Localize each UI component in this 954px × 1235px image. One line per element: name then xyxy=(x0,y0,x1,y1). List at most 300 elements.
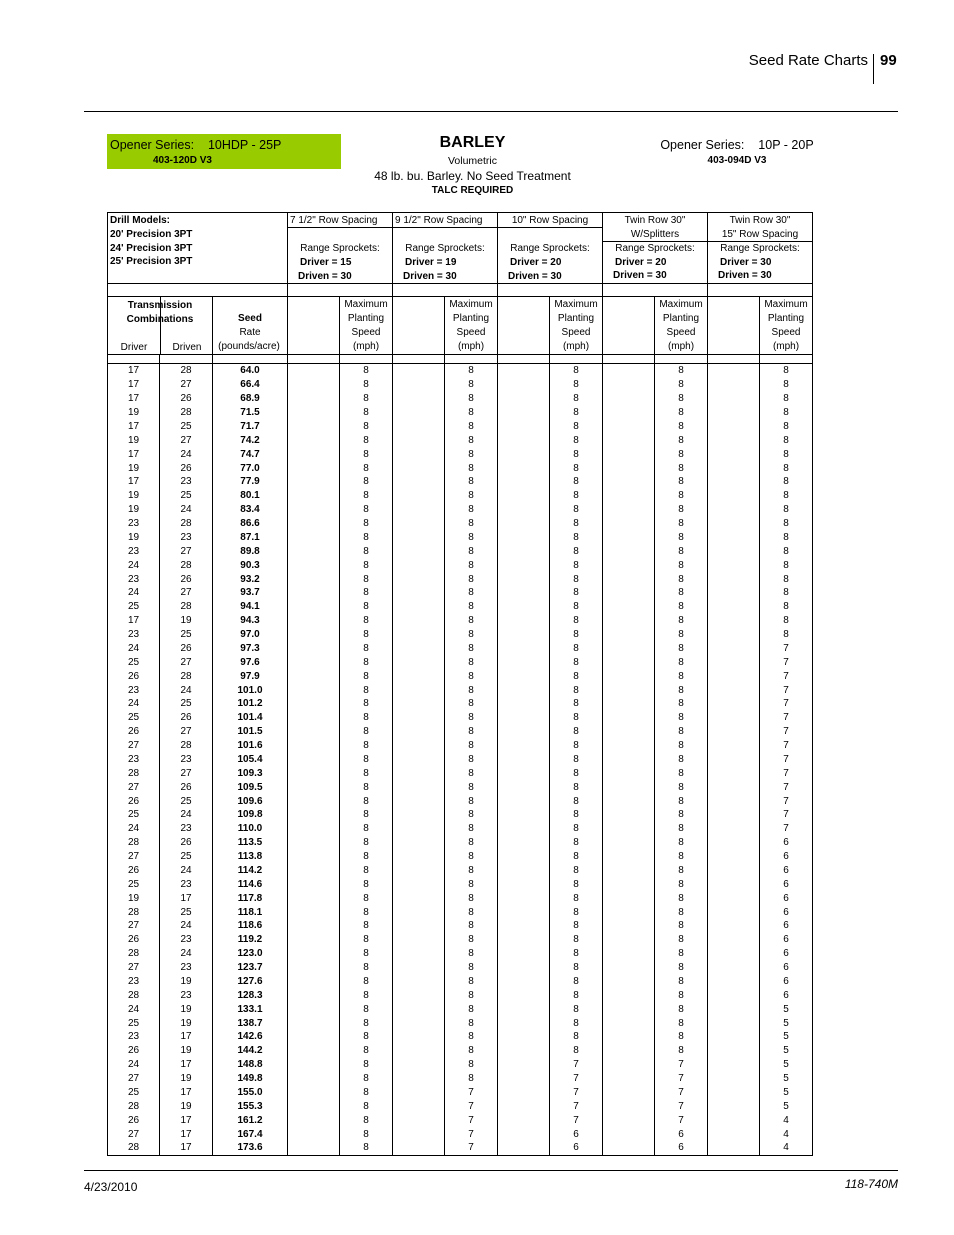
driver-cell: 27 xyxy=(108,850,160,864)
blank-cell xyxy=(288,628,340,642)
max-speed-cell: 8 xyxy=(655,739,708,753)
table-row xyxy=(108,961,813,975)
table-row xyxy=(108,781,813,795)
table-row xyxy=(108,767,813,781)
max-speed-cell: 8 xyxy=(550,1044,603,1058)
max-speed-cell: 8 xyxy=(445,531,498,545)
max-speed-cell: 8 xyxy=(340,378,393,392)
driver-cell: 23 xyxy=(108,628,160,642)
driven-cell: 24 xyxy=(160,503,213,517)
max-speed-cell: 8 xyxy=(340,767,393,781)
blank-cell xyxy=(288,947,340,961)
driven-cell: 23 xyxy=(160,822,213,836)
driver-cell: 19 xyxy=(108,503,160,517)
blank-cell xyxy=(603,628,655,642)
max-speed-cell: 8 xyxy=(655,961,708,975)
seed-rate-cell: 93.7 xyxy=(213,586,288,600)
max-speed-cell: 7 xyxy=(760,697,813,711)
driver-cell: 28 xyxy=(108,906,160,920)
driven-cell: 25 xyxy=(160,906,213,920)
max-speed-cell: 8 xyxy=(760,614,813,628)
max-speed-cell: 8 xyxy=(655,434,708,448)
max-speed-cell: 8 xyxy=(550,697,603,711)
range-sprockets-label: Range Sprockets: xyxy=(720,242,800,254)
max-speed-cell: 8 xyxy=(340,600,393,614)
driver-cell: 19 xyxy=(108,489,160,503)
table-row xyxy=(108,906,813,920)
blank-cell xyxy=(708,531,760,545)
blank-cell xyxy=(603,808,655,822)
max-speed-cell: 8 xyxy=(340,406,393,420)
driven-cell: 27 xyxy=(160,378,213,392)
blank-cell xyxy=(288,808,340,822)
max-speed-cell: 8 xyxy=(655,822,708,836)
blank-cell xyxy=(393,975,445,989)
driver-cell: 17 xyxy=(108,420,160,434)
spacing-label: 9 1/2" Row Spacing xyxy=(393,214,497,228)
blank-cell xyxy=(603,836,655,850)
max-speed-cell: 8 xyxy=(445,892,498,906)
driven-sprocket: Driven = 30 xyxy=(403,270,457,282)
max-speed-cell: 8 xyxy=(760,364,813,378)
blank-cell xyxy=(393,448,445,462)
blank-cell xyxy=(603,739,655,753)
max-speed-cell: 8 xyxy=(445,462,498,476)
max-speed-cell: 8 xyxy=(655,1030,708,1044)
driver-cell: 25 xyxy=(108,878,160,892)
blank-cell xyxy=(708,878,760,892)
blank-cell xyxy=(498,642,550,656)
blank-cell xyxy=(498,1114,550,1128)
blank-cell xyxy=(603,892,655,906)
max-speed-cell: 8 xyxy=(550,364,603,378)
seed-rate-cell: 149.8 xyxy=(213,1072,288,1086)
max-speed-cell: 8 xyxy=(655,767,708,781)
blank-cell xyxy=(708,961,760,975)
driver-cell: 17 xyxy=(108,614,160,628)
table-row xyxy=(108,933,813,947)
max-speed-cell: 8 xyxy=(445,656,498,670)
seed-rate-cell: 119.2 xyxy=(213,933,288,947)
blank-cell xyxy=(393,1017,445,1031)
table-row xyxy=(108,364,813,378)
max-speed-cell: 8 xyxy=(445,795,498,809)
max-speed-cell: 6 xyxy=(760,947,813,961)
driver-cell: 27 xyxy=(108,781,160,795)
max-speed-cell: 8 xyxy=(445,850,498,864)
max-speed-cell: 8 xyxy=(340,1058,393,1072)
right-opener-part: 403-094D V3 xyxy=(707,155,767,166)
blank-cell xyxy=(603,781,655,795)
blank-cell xyxy=(393,475,445,489)
table-row xyxy=(108,434,813,448)
max-speed-cell: 7 xyxy=(550,1114,603,1128)
spacing-header-9-5 xyxy=(393,213,498,284)
blank-cell xyxy=(288,489,340,503)
max-speed-cell: 8 xyxy=(445,503,498,517)
blank-cell xyxy=(708,822,760,836)
max-speed-cell: 8 xyxy=(445,684,498,698)
transmission-combinations-header xyxy=(108,297,213,355)
max-speed-cell: 8 xyxy=(550,725,603,739)
blank-cell xyxy=(393,1003,445,1017)
max-speed-cell: 8 xyxy=(655,906,708,920)
header-block-2 xyxy=(108,297,813,355)
table-row xyxy=(108,739,813,753)
blank-cell xyxy=(288,642,340,656)
blank-cell xyxy=(708,975,760,989)
max-speed-cell: 8 xyxy=(655,600,708,614)
blank-cell xyxy=(498,767,550,781)
driver-cell: 24 xyxy=(108,1003,160,1017)
blank-cell xyxy=(288,739,340,753)
max-speed-cell: 5 xyxy=(760,1044,813,1058)
blank-cell xyxy=(288,767,340,781)
spacing-sub-label: W/Splitters xyxy=(603,228,707,242)
blank-cell xyxy=(393,739,445,753)
max-speed-cell: 8 xyxy=(445,420,498,434)
blank-cell xyxy=(603,420,655,434)
max-speed-cell: 8 xyxy=(550,1030,603,1044)
blank-cell xyxy=(393,947,445,961)
max-speed-cell: 8 xyxy=(760,406,813,420)
max-speed-cell: 8 xyxy=(340,711,393,725)
max-speed-cell: 5 xyxy=(760,1017,813,1031)
blank-cell xyxy=(498,586,550,600)
table-row xyxy=(108,642,813,656)
max-speed-cell: 8 xyxy=(550,850,603,864)
blank-cell xyxy=(393,808,445,822)
max-speed-cell: 8 xyxy=(550,864,603,878)
seed-rate-cell: 86.6 xyxy=(213,517,288,531)
max-speed-cell: 8 xyxy=(445,697,498,711)
max-speed-cell: 7 xyxy=(655,1086,708,1100)
driver-sprocket: Driver = 20 xyxy=(510,256,562,268)
max-speed-cell: 8 xyxy=(655,517,708,531)
max-speed-cell: 7 xyxy=(550,1058,603,1072)
range-sprockets-label: Range Sprockets: xyxy=(510,243,590,254)
driven-sprocket: Driven = 30 xyxy=(718,270,772,282)
max-speed-cell: 8 xyxy=(550,711,603,725)
blank-cell xyxy=(498,614,550,628)
blank-cell xyxy=(708,864,760,878)
max-speed-cell: 8 xyxy=(550,573,603,587)
max-speed-cell: 8 xyxy=(340,864,393,878)
blank-cell xyxy=(708,434,760,448)
blank-cell xyxy=(393,795,445,809)
blank-cell xyxy=(603,1114,655,1128)
header-divider xyxy=(873,54,874,84)
max-speed-cell: 8 xyxy=(655,573,708,587)
seed-rate-cell: 83.4 xyxy=(213,503,288,517)
speed-label: Speed xyxy=(666,326,696,338)
driver-cell: 19 xyxy=(108,892,160,906)
blank-cell xyxy=(393,420,445,434)
driven-cell: 26 xyxy=(160,781,213,795)
driver-cell: 23 xyxy=(108,684,160,698)
max-speed-cell: 8 xyxy=(550,919,603,933)
blank-cell xyxy=(708,406,760,420)
blank-cell xyxy=(708,1086,760,1100)
max-speed-cell: 8 xyxy=(655,933,708,947)
max-speed-cell: 7 xyxy=(445,1114,498,1128)
max-speed-cell: 7 xyxy=(445,1141,498,1155)
max-speed-cell: 8 xyxy=(550,906,603,920)
max-speed-cell: 6 xyxy=(760,906,813,920)
seed-rate-cell: 89.8 xyxy=(213,545,288,559)
max-speed-cell: 8 xyxy=(340,517,393,531)
blank-cell xyxy=(708,1017,760,1031)
blank-cell xyxy=(708,906,760,920)
seed-rate-cell: 94.3 xyxy=(213,614,288,628)
max-speed-cell: 8 xyxy=(340,462,393,476)
blank-cell xyxy=(708,517,760,531)
max-speed-cell: 8 xyxy=(655,864,708,878)
driver-cell: 25 xyxy=(108,600,160,614)
blank-cell xyxy=(603,1072,655,1086)
driven-cell: 27 xyxy=(160,767,213,781)
seed-rate-cell: 90.3 xyxy=(213,559,288,573)
blank-cell xyxy=(708,753,760,767)
table-row xyxy=(108,1044,813,1058)
seed-rate-cell: 114.2 xyxy=(213,864,288,878)
units-label: (pounds/acre) xyxy=(218,340,280,352)
driven-cell: 23 xyxy=(160,878,213,892)
max-speed-cell: 8 xyxy=(445,933,498,947)
blank-cell xyxy=(603,753,655,767)
driver-cell: 27 xyxy=(108,919,160,933)
max-speed-cell: 8 xyxy=(445,864,498,878)
blank-cell xyxy=(288,1141,340,1155)
range-sprockets-label: Range Sprockets: xyxy=(405,243,485,254)
driven-cell: 17 xyxy=(160,1128,213,1142)
footer-rule xyxy=(84,1170,898,1171)
blank-cell xyxy=(603,697,655,711)
driven-cell: 19 xyxy=(160,1003,213,1017)
range-sprockets-label: Range Sprockets: xyxy=(300,243,380,254)
max-speed-cell: 7 xyxy=(760,753,813,767)
max-speed-cell: 8 xyxy=(445,1044,498,1058)
max-speed-cell: 8 xyxy=(445,448,498,462)
driven-cell: 25 xyxy=(160,628,213,642)
driven-cell: 25 xyxy=(160,697,213,711)
driver-cell: 23 xyxy=(108,545,160,559)
blank-cell xyxy=(393,919,445,933)
driven-cell: 26 xyxy=(160,711,213,725)
blank-cell xyxy=(708,364,760,378)
max-speed-cell: 8 xyxy=(445,1072,498,1086)
driven-cell: 25 xyxy=(160,489,213,503)
driver-sprocket: Driver = 15 xyxy=(300,256,352,268)
max-speed-cell: 8 xyxy=(655,448,708,462)
blank-cell xyxy=(708,1030,760,1044)
blank-cell xyxy=(708,573,760,587)
max-speed-cell: 8 xyxy=(550,378,603,392)
blank-cell xyxy=(603,392,655,406)
drill-model: 20' Precision 3PT xyxy=(110,228,193,240)
driver-cell: 27 xyxy=(108,1072,160,1086)
blank-cell xyxy=(603,767,655,781)
max-speed-cell: 6 xyxy=(760,850,813,864)
table-row xyxy=(108,1030,813,1044)
driven-cell: 19 xyxy=(160,1072,213,1086)
planting-label: Planting xyxy=(557,313,595,325)
blank-cell xyxy=(288,406,340,420)
max-speed-cell: 8 xyxy=(340,1003,393,1017)
seed-rate-cell: 161.2 xyxy=(213,1114,288,1128)
blank-cell xyxy=(288,462,340,476)
max-speed-cell: 6 xyxy=(550,1141,603,1155)
table-row xyxy=(108,878,813,892)
max-speed-cell: 7 xyxy=(760,642,813,656)
blank-cell xyxy=(603,573,655,587)
footer-doc-number: 118-740M xyxy=(844,1177,898,1191)
max-speed-cell: 8 xyxy=(445,961,498,975)
blank-cell xyxy=(498,656,550,670)
max-speed-cell: 8 xyxy=(340,545,393,559)
blank-cell xyxy=(498,503,550,517)
blank-cell xyxy=(288,919,340,933)
blank-cell xyxy=(708,378,760,392)
driven-cell: 28 xyxy=(160,559,213,573)
driver-cell: 27 xyxy=(108,961,160,975)
max-speed-cell: 8 xyxy=(340,961,393,975)
max-speed-cell: 8 xyxy=(655,420,708,434)
planting-label: Planting xyxy=(662,313,700,325)
crop-title: BARLEY xyxy=(439,134,506,151)
seed-rate-cell: 71.7 xyxy=(213,420,288,434)
max-speed-cell: 8 xyxy=(655,378,708,392)
max-speed-cell: 8 xyxy=(340,808,393,822)
max-speed-cell: 8 xyxy=(340,656,393,670)
max-speed-cell: 8 xyxy=(340,448,393,462)
blank-cell xyxy=(393,767,445,781)
driven-cell: 28 xyxy=(160,600,213,614)
max-speed-cell: 8 xyxy=(760,475,813,489)
blank-cell xyxy=(393,1141,445,1155)
max-speed-cell: 8 xyxy=(550,670,603,684)
blank-cell xyxy=(498,573,550,587)
driven-sprocket: Driven = 30 xyxy=(298,270,352,282)
max-speed-cell: 8 xyxy=(655,836,708,850)
max-speed-cell: 8 xyxy=(340,1017,393,1031)
max-speed-cell: 8 xyxy=(550,781,603,795)
blank-cell xyxy=(708,642,760,656)
max-speed-cell: 8 xyxy=(340,878,393,892)
max-speed-cell: 7 xyxy=(445,1086,498,1100)
blank-cell xyxy=(498,462,550,476)
blank-cell xyxy=(708,767,760,781)
blank-cell xyxy=(393,753,445,767)
driven-cell: 23 xyxy=(160,961,213,975)
blank-cell xyxy=(288,392,340,406)
max-speed-cell: 8 xyxy=(445,989,498,1003)
left-opener-box xyxy=(107,134,341,169)
max-speed-cell: 8 xyxy=(340,364,393,378)
max-speed-cell: 8 xyxy=(655,503,708,517)
max-speed-cell: 8 xyxy=(655,753,708,767)
blank-cell xyxy=(498,406,550,420)
max-speed-cell: 8 xyxy=(445,739,498,753)
driver-cell: 19 xyxy=(108,531,160,545)
page-number: 99 xyxy=(880,52,897,69)
seed-rate-cell: 133.1 xyxy=(213,1003,288,1017)
max-speed-cell: 8 xyxy=(550,684,603,698)
table-row xyxy=(108,919,813,933)
max-speed-cell: 5 xyxy=(760,1030,813,1044)
max-speed-cell: 5 xyxy=(760,1072,813,1086)
table-row xyxy=(108,725,813,739)
blank-cell xyxy=(498,878,550,892)
driven-cell: 19 xyxy=(160,1100,213,1114)
driven-cell: 23 xyxy=(160,753,213,767)
seed-rate-cell: 142.6 xyxy=(213,1030,288,1044)
driven-cell: 19 xyxy=(160,975,213,989)
blank-cell xyxy=(708,1072,760,1086)
blank-cell xyxy=(498,434,550,448)
max-speed-cell: 8 xyxy=(445,947,498,961)
max-speed-cell: 7 xyxy=(655,1058,708,1072)
blank-cell xyxy=(498,392,550,406)
max-speed-cell: 8 xyxy=(340,906,393,920)
table-row xyxy=(108,850,813,864)
driver-cell: 24 xyxy=(108,642,160,656)
max-speed-cell: 8 xyxy=(445,1030,498,1044)
driver-cell: 19 xyxy=(108,406,160,420)
table-row xyxy=(108,531,813,545)
blank-cell xyxy=(498,947,550,961)
blank-cell xyxy=(708,392,760,406)
blank-cell xyxy=(288,836,340,850)
driver-cell: 25 xyxy=(108,656,160,670)
blank-cell xyxy=(498,1017,550,1031)
blank-cell xyxy=(288,753,340,767)
max-speed-cell: 8 xyxy=(550,628,603,642)
driver-cell: 23 xyxy=(108,1030,160,1044)
max-speed-cell: 8 xyxy=(445,378,498,392)
driven-cell: 25 xyxy=(160,850,213,864)
driven-cell: 17 xyxy=(160,1058,213,1072)
driver-cell: 19 xyxy=(108,434,160,448)
max-speed-cell: 8 xyxy=(655,989,708,1003)
max-speed-cell: 8 xyxy=(550,989,603,1003)
max-speed-cell: 7 xyxy=(760,725,813,739)
driven-cell: 26 xyxy=(160,836,213,850)
blank-cell xyxy=(498,1100,550,1114)
blank-cell xyxy=(288,475,340,489)
blank-cell xyxy=(498,919,550,933)
blank-cell xyxy=(393,878,445,892)
blank-cell xyxy=(288,822,340,836)
max-speed-cell: 8 xyxy=(655,808,708,822)
max-speed-cell: 8 xyxy=(550,406,603,420)
table-row xyxy=(108,475,813,489)
max-speed-cell: 8 xyxy=(760,531,813,545)
table-row xyxy=(108,670,813,684)
seed-rate-cell: 101.4 xyxy=(213,711,288,725)
blank-cell xyxy=(498,989,550,1003)
max-speed-cell: 6 xyxy=(760,836,813,850)
driven-cell: 24 xyxy=(160,808,213,822)
blank-cell xyxy=(708,586,760,600)
max-speed-cell: 8 xyxy=(760,628,813,642)
seed-rate-cell: 138.7 xyxy=(213,1017,288,1031)
max-speed-cell: 4 xyxy=(760,1114,813,1128)
max-speed-cell: 5 xyxy=(760,1100,813,1114)
blank-cell xyxy=(603,1017,655,1031)
seed-rate-cell: 144.2 xyxy=(213,1044,288,1058)
max-speed-cell: 8 xyxy=(550,767,603,781)
